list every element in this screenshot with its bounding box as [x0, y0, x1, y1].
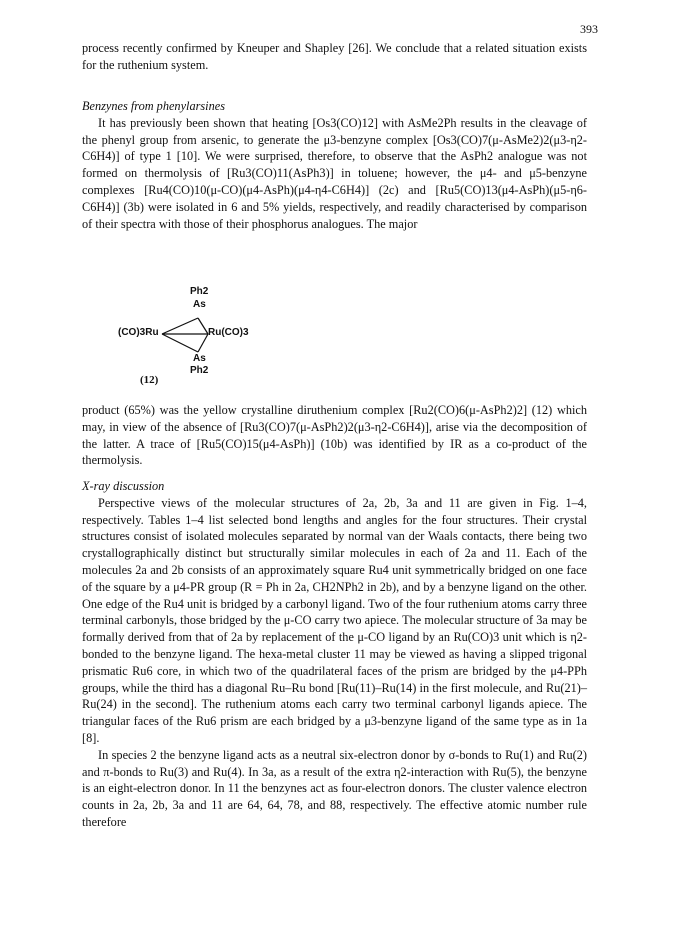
compound-label-12: (12)	[140, 374, 159, 386]
xray-paragraph-1: Perspective views of the molecular structures of 2a, 2b, 3a and 11 are given in Fig. 1–4, respectively. Tables 1–4 list selected bond lengths and angles for the four structures. Their crystal structures consist of isolated molecules separated by normal van der Waals contacts, there being two crystallographically distinct but structurally similar molecules in each of 2a and 11. Each of the molecules 2a and 2b consists of an approximately square Ru4 unit symmetrically bridged on one face of the square by a μ4-PR group (R = Ph in 2a, CH2NPh2 in 2b), and by a benzyne ligand on the other. One edge of the Ru4 unit is bridged by a carbonyl ligand. Two of the four ruthenium atoms carry three terminal carbonyls, those bridged by the μ-CO carry two apiece. The molecular structure of 3a may be formally derived from that of 2a by replacement of the μ-CO ligand by an Ru(CO)3 unit which is η2-bonded to the benzyne ligand. The hexa-metal cluster 11 may be viewed as having a slipped trigonal prismatic Ru6 core, in which two of the quadrilateral faces of the prism are bridged by the μ4-PPh groups, while the third has a diagonal Ru–Ru bond [Ru(11)–Ru(14) in the first molecule, and Ru(21)–Ru(24) in the second]. The ruthenium atoms each carry two terminal carbonyl ligands apiece. The triangular faces of the Ru6 prism are each bridged by a μ3-benzyne ligand of the same type as in 1a [8].	[82, 495, 587, 745]
bottom-phenyl-label: Ph2	[190, 365, 209, 376]
xray-section	[82, 478, 587, 831]
right-ruthenium-group: Ru(CO)3	[208, 327, 249, 338]
product-block	[82, 402, 587, 469]
benzynes-section	[82, 98, 587, 232]
left-ruthenium-group: (CO)3Ru	[118, 327, 159, 338]
intro-paragraph: process recently confirmed by Kneuper and Shapley [26]. We conclude that a related situation exists for the ruthenium system.	[82, 41, 587, 72]
bottom-arsenic-atom: As	[193, 353, 206, 364]
benzynes-paragraph: It has previously been shown that heating [Os3(CO)12] with AsMe2Ph results in the cleavage of the phenyl group from arsenic, to generate the μ3-benzyne complex [Os3(CO)7(μ-AsMe2)2(μ3-η2-C6H4)] of type 1 [10]. We were surprised, therefore, to observe that the AsPh2 analogue was not formed on thermolysis of [Ru3(CO)11(AsPh3)] in toluene; however, the μ4- and μ5-benzyne complexes [Ru4(CO)10(μ-CO)(μ4-AsPh)(μ4-η4-C6H4)] (2c) and [Ru5(CO)13(μ4-AsPh)(μ5-η6-C6H4)] (3b) were isolated in 6 and 5% yields, respectively, and readily characterised by comparison of their spectra with those of their phosphorus analogues. The major	[82, 115, 587, 231]
top-phenyl-label: Ph2	[190, 286, 209, 297]
section-heading-xray: X-ray discussion	[82, 479, 165, 493]
section-heading-benzynes: Benzynes from phenylarsines	[82, 99, 225, 113]
xray-paragraph-2: In species 2 the benzyne ligand acts as a neutral six-electron donor by σ-bonds to Ru(1) and Ru(2) and π-bonds to Ru(3) and Ru(4). In 3a, as a result of the extra η2-interaction with Ru(5), the benzyne is an eight-electron donor. In 11 the benzynes act as four-electron donors. The cluster valence electron counts in 2a, 2b, 3a and 11 are 64, 64, 78, and 88, respectively. The effective atomic number rule therefore	[82, 747, 587, 829]
intro-block	[82, 40, 587, 74]
top-arsenic-atom: As	[193, 299, 206, 310]
product-paragraph: product (65%) was the yellow crystalline diruthenium complex [Ru2(CO)6(μ-AsPh2)2] (12) which may, in view of the absence of [Ru3(CO)7(μ-AsPh2)2(μ3-η2-C6H4)], arise via the decomposition of the latter. A trace of [Ru5(CO)15(μ4-AsPh)] (10b) was identified by IR as a co-product of the thermolysis.	[82, 403, 587, 468]
page-number: 393	[580, 22, 598, 36]
